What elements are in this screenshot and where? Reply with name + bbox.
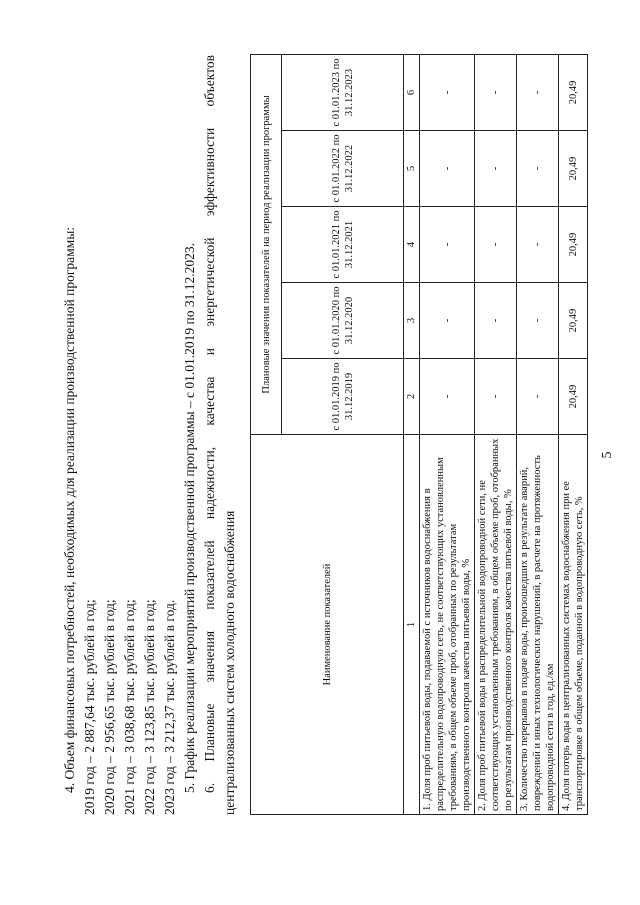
period-cell: с 01.01.2023 по 31.12.2023 bbox=[282, 54, 404, 130]
row-value: - bbox=[517, 283, 559, 359]
row-value: 20,49 bbox=[559, 207, 588, 283]
colnum-cell: 4 bbox=[404, 207, 420, 283]
row-value: - bbox=[517, 359, 559, 435]
finance-item: 2019 год – 2 887,64 тыс. рублей в год; bbox=[82, 599, 97, 815]
row-value: 20,49 bbox=[559, 131, 588, 207]
row-value: - bbox=[517, 131, 559, 207]
row-value: - bbox=[420, 207, 475, 283]
period-cell: с 01.01.2020 по 31.12.2020 bbox=[282, 283, 404, 359]
colnum-cell: 3 bbox=[404, 283, 420, 359]
row-name: 1. Доля проб питьевой воды, подаваемой с источников водоснабжения в распределительную водопроводную сеть, не соответствующих установленным требованиям, в общем объеме проб, отобранных по результатам производственного контроля качества питьевой воды, % bbox=[420, 435, 475, 815]
section5-text: 5. График реализации мероприятий производственной программы – с 01.01.2019 по 31.12.2023. bbox=[182, 242, 197, 793]
indicators-table bbox=[250, 54, 588, 815]
body-text bbox=[60, 55, 240, 815]
row-value: - bbox=[517, 54, 559, 130]
row-value: - bbox=[475, 359, 517, 435]
row-value: - bbox=[475, 283, 517, 359]
finance-item: 2021 год – 3 038,68 тыс. рублей в год; bbox=[122, 599, 137, 815]
row-value: 20,49 bbox=[559, 54, 588, 130]
period-cell: с 01.01.2019 по 31.12.2019 bbox=[282, 359, 404, 435]
colnum-cell: 5 bbox=[404, 131, 420, 207]
row-value: - bbox=[420, 283, 475, 359]
section4-heading: 4. Объем финансовых потребностей, необходимых для реализации производственной программы: bbox=[62, 226, 77, 793]
header-group: Плановые значения показателей на период реализации программы bbox=[251, 54, 282, 434]
row-name: 3. Количество перерывов в подаче воды, произошедших в результате аварий, повреждений и иных технологических нарушений, в расчете на протяженность водопроводной сети в год, ед./км bbox=[517, 435, 559, 815]
finance-item: 2023 год – 3 212,37 тыс. рублей в год. bbox=[162, 599, 177, 815]
row-value: - bbox=[420, 54, 475, 130]
row-value: - bbox=[517, 207, 559, 283]
row-name: 4. Доля потерь воды в централизованных системах водоснабжения при ее транспортировке в общем объеме, поданной в водопроводную сеть, % bbox=[559, 435, 588, 815]
row-value: - bbox=[420, 359, 475, 435]
table-header-row bbox=[251, 54, 282, 814]
period-cell: с 01.01.2021 по 31.12.2021 bbox=[282, 207, 404, 283]
row-name: 2. Доля проб питьевой воды в распределительной водопроводной сети, не соответствующих установленным требованиям, в общем объеме проб, отобранных по результатам производственного контроля качества питьевой воды, % bbox=[475, 435, 517, 815]
row-value: 20,49 bbox=[559, 359, 588, 435]
period-cell: с 01.01.2022 по 31.12.2022 bbox=[282, 131, 404, 207]
row-value: - bbox=[475, 131, 517, 207]
finance-item: 2022 год – 3 123,85 тыс. рублей в год; bbox=[142, 599, 157, 815]
table-row bbox=[559, 54, 588, 814]
table-row bbox=[517, 54, 559, 814]
table-row bbox=[475, 54, 517, 814]
row-value: - bbox=[420, 131, 475, 207]
colnum-cell: 6 bbox=[404, 54, 420, 130]
colnum-cell: 1 bbox=[404, 435, 420, 815]
table-colnum-row bbox=[404, 54, 420, 814]
row-value: - bbox=[475, 54, 517, 130]
finance-item: 2020 год – 2 956,65 тыс. рублей в год; bbox=[102, 599, 117, 815]
colnum-cell: 2 bbox=[404, 359, 420, 435]
table-row bbox=[420, 54, 475, 814]
page-number: 5 bbox=[600, 451, 615, 459]
row-value: - bbox=[475, 207, 517, 283]
section6-line2: централизованных систем холодного водоснабжения bbox=[222, 510, 237, 815]
section6-line1: 6. Плановые значения показателей надежности, качества и энергетической эффективности объектов bbox=[202, 55, 217, 793]
header-name: Наименование показателей bbox=[251, 435, 404, 815]
row-value: 20,49 bbox=[559, 283, 588, 359]
